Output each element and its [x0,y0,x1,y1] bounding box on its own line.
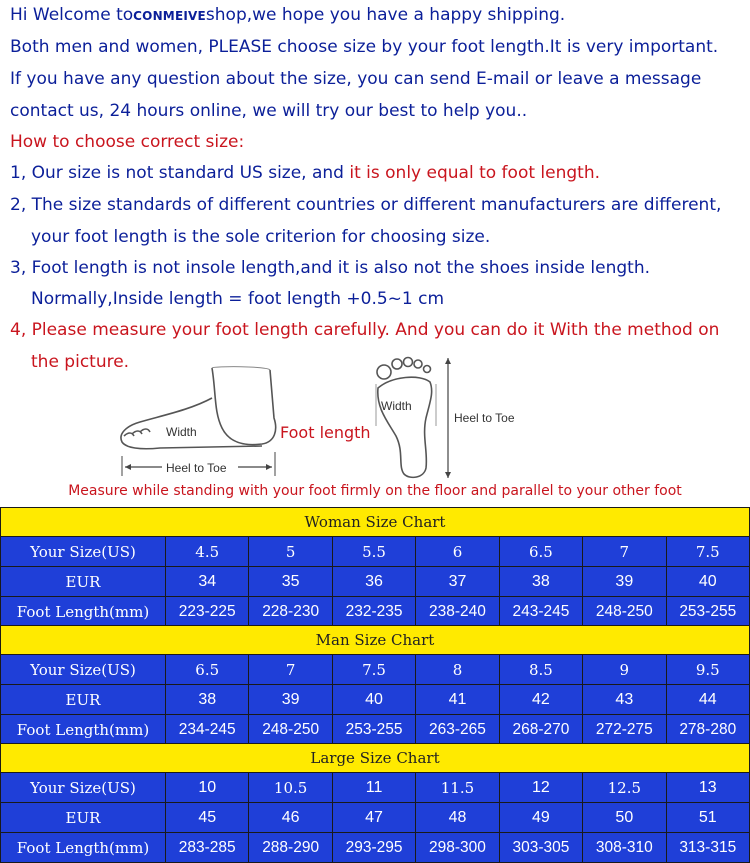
us-size-cell: 7 [583,537,666,567]
chart-title: Large Size Chart [1,744,750,773]
foot-length-row [1,833,750,863]
rule-1 [10,163,600,183]
foot-top-view-icon [377,358,432,478]
man-size-chart [0,625,750,745]
us-size-cell: 9 [583,655,666,685]
us-size-cell: 7.5 [332,655,415,685]
us-size-cell: 10.5 [249,773,332,803]
us-size-cell: 11 [332,773,415,803]
eur-cell: 38 [166,685,249,715]
row-label-eur: EUR [1,567,166,597]
us-size-cell: 6.5 [499,537,582,567]
us-size-cell: 4.5 [166,537,249,567]
us-size-cell: 13 [666,773,749,803]
length-cell: 234-245 [166,715,249,745]
eur-cell: 49 [499,803,582,833]
length-cell: 253-255 [332,715,415,745]
rule-4: 4, Please measure your foot length carefully. And you can do it With the method on [10,320,720,340]
row-label-eur: EUR [1,803,166,833]
row-label-eur: EUR [1,685,166,715]
foot-measure-illustration [0,352,750,502]
us-size-cell: 12.5 [583,773,666,803]
top-width-label: Width [381,399,412,413]
eur-cell: 47 [332,803,415,833]
length-cell: 223-225 [166,597,249,627]
us-size-row [1,537,750,567]
howto-heading: How to choose correct size: [10,132,245,152]
rule-1-text: 1, Our size is not standard US size, and [10,163,350,183]
length-cell: 243-245 [499,597,582,627]
eur-row [1,567,750,597]
eur-cell: 40 [666,567,749,597]
foot-length-row [1,715,750,745]
eur-cell: 39 [583,567,666,597]
length-cell: 248-250 [583,597,666,627]
foot-side-view-icon [121,367,276,449]
rule-3: 3, Foot length is not insole length,and it is also not the shoes inside length. [10,258,651,278]
rule-1-highlight: it is only equal to foot length. [349,163,601,183]
welcome-prefix: Hi Welcome to [10,5,134,25]
eur-cell: 43 [583,685,666,715]
eur-cell: 48 [416,803,499,833]
intro-line-3: If you have any question about the size, you can send E-mail or leave a message [10,69,702,89]
rule-3-cont: Normally,Inside length = foot length +0.5~1 cm [31,289,445,309]
us-size-row [1,773,750,803]
eur-cell: 34 [166,567,249,597]
eur-cell: 37 [416,567,499,597]
eur-cell: 40 [332,685,415,715]
rule-4-cont: the picture. [31,352,130,372]
row-label-length: Foot Length(mm) [1,597,166,627]
us-size-cell: 8.5 [499,655,582,685]
rule-2: 2, The size standards of different countries or different manufacturers are different, [10,195,722,215]
us-size-cell: 9.5 [666,655,749,685]
length-cell: 298-300 [416,833,499,863]
length-cell: 268-270 [499,715,582,745]
eur-cell: 42 [499,685,582,715]
length-cell: 228-230 [249,597,332,627]
eur-cell: 39 [249,685,332,715]
length-cell: 308-310 [583,833,666,863]
measure-caption: Measure while standing with your foot firmly on the floor and parallel to your other foot [68,483,682,499]
row-label-size: Your Size(US) [1,655,166,685]
eur-cell: 38 [499,567,582,597]
length-cell: 283-285 [166,833,249,863]
eur-cell: 45 [166,803,249,833]
intro-line-2: Both men and women, PLEASE choose size by your foot length.It is very important. [10,37,719,57]
eur-cell: 36 [332,567,415,597]
row-label-size: Your Size(US) [1,537,166,567]
length-cell: 232-235 [332,597,415,627]
us-size-cell: 12 [499,773,582,803]
length-cell: 293-295 [332,833,415,863]
eur-cell: 35 [249,567,332,597]
length-cell: 238-240 [416,597,499,627]
foot-length-label: Foot length [280,423,371,442]
us-size-cell: 10 [166,773,249,803]
us-size-cell: 5.5 [332,537,415,567]
length-cell: 248-250 [249,715,332,745]
eur-row [1,803,750,833]
length-cell: 303-305 [499,833,582,863]
large-size-chart [0,743,750,863]
us-size-cell: 7.5 [666,537,749,567]
eur-row [1,685,750,715]
eur-cell: 41 [416,685,499,715]
row-label-size: Your Size(US) [1,773,166,803]
intro-line-4: contact us, 24 hours online, we will try our best to help you.. [10,101,528,121]
foot-length-row [1,597,750,627]
welcome-line [10,5,565,25]
us-size-cell: 5 [249,537,332,567]
eur-cell: 50 [583,803,666,833]
us-size-cell: 6 [416,537,499,567]
eur-cell: 46 [249,803,332,833]
us-size-cell: 8 [416,655,499,685]
eur-cell: 51 [666,803,749,833]
top-heel-label: Heel to Toe [454,411,515,425]
length-cell: 272-275 [583,715,666,745]
eur-cell: 44 [666,685,749,715]
chart-title: Woman Size Chart [1,508,750,537]
us-size-row [1,655,750,685]
row-label-length: Foot Length(mm) [1,833,166,863]
side-width-label: Width [166,425,197,439]
chart-title: Man Size Chart [1,626,750,655]
us-size-cell: 11.5 [416,773,499,803]
row-label-length: Foot Length(mm) [1,715,166,745]
length-cell: 313-315 [666,833,749,863]
woman-size-chart [0,507,750,627]
length-cell: 278-280 [666,715,749,745]
length-cell: 253-255 [666,597,749,627]
side-heel-label: Heel to Toe [166,461,227,475]
us-size-cell: 7 [249,655,332,685]
brand-name: CONMEIVE [133,9,206,23]
rule-2-cont: your foot length is the sole criterion for choosing size. [31,227,491,247]
length-cell: 263-265 [416,715,499,745]
welcome-suffix: shop,we hope you have a happy shipping. [205,5,566,25]
us-size-cell: 6.5 [166,655,249,685]
length-cell: 288-290 [249,833,332,863]
